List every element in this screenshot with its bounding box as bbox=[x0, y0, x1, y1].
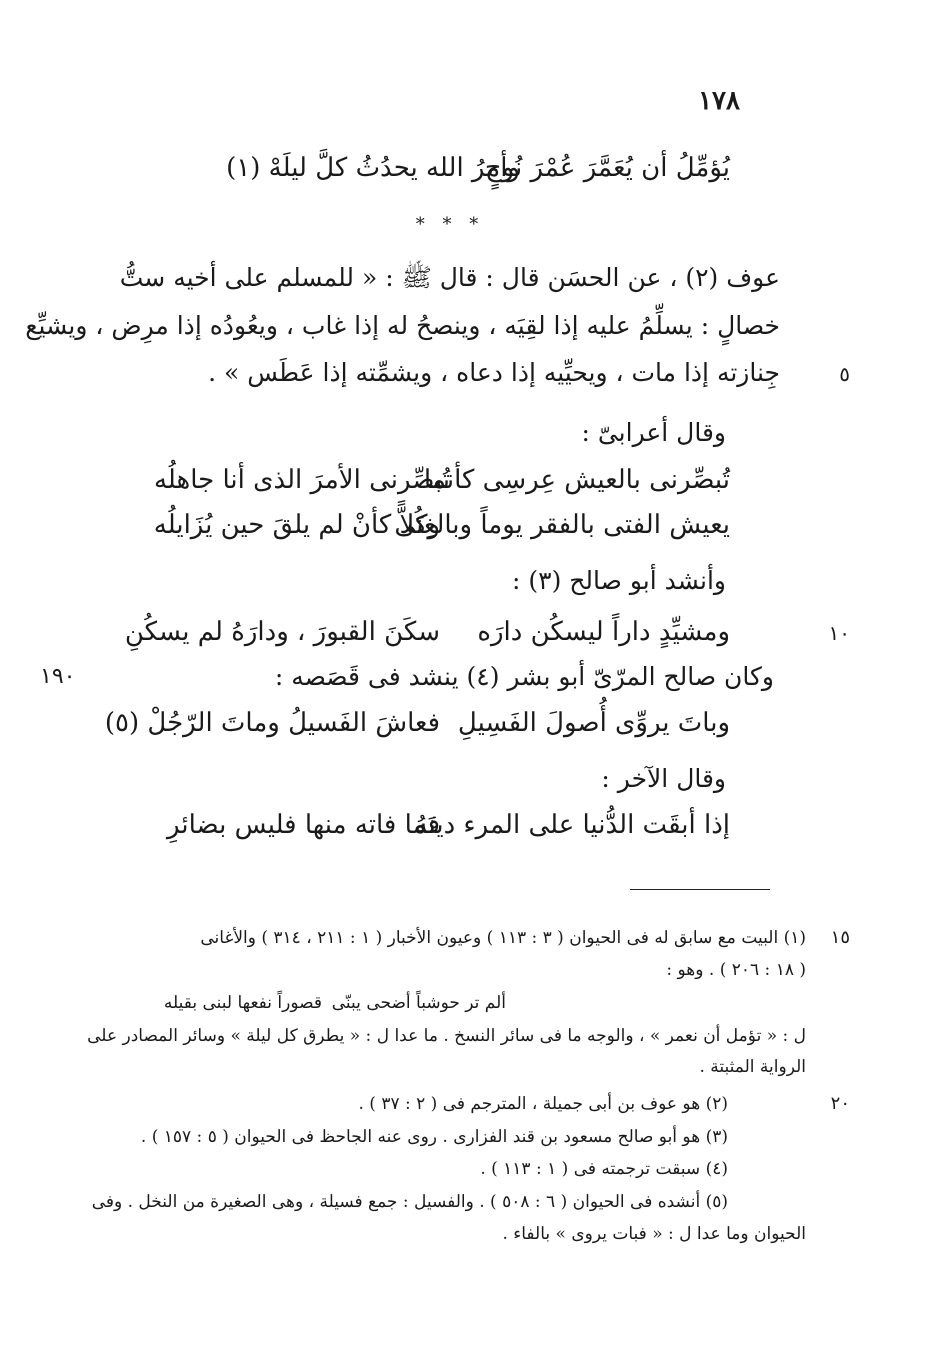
footnote-divider bbox=[630, 889, 770, 890]
footnote-1-line-2: ( ١٨ : ٢٠٦ ) . وهو : bbox=[666, 960, 806, 980]
verse3-right-hemistich: ومشيِّدٍ داراً ليسكُن دارَه bbox=[477, 617, 730, 647]
footnote-5-line-2: الحيوان وما عدا ل : « فبات يروى » بالفاء . bbox=[502, 1224, 806, 1244]
margin-line-number-5: ٥ bbox=[839, 362, 850, 386]
verse2-line2-left-hemistich: وكُلاًّ كأنْ لم يلقَ حين يُزَايلُه bbox=[153, 510, 440, 540]
original-page-marker: ١٩٠ bbox=[40, 664, 76, 689]
footnote-2: (٢) هو عوف بن أبى جميلة ، المترجم فى ( ٢ : ٣٧ ) . bbox=[358, 1094, 728, 1114]
margin-line-number-20: ٢٠ bbox=[830, 1093, 850, 1114]
verse4-right-hemistich: وباتَ يروِّى أُصولَ الفَسِيلِ bbox=[457, 708, 730, 738]
footnote-1-line-3: ل : « تؤمل أن نعمر » ، والوجه ما فى سائر النسخ . ما عدا ل : « يطرق كل ليلة » وسائر المصادر على bbox=[87, 1026, 806, 1046]
verse2-line1-right-hemistich: تُبصِّرنى بالعيش عِرسِى كأنما bbox=[423, 465, 730, 495]
footnote-4: (٤) سبقت ترجمته فى ( ١ : ١١٣ ) . bbox=[480, 1159, 728, 1179]
verse4-left-hemistich: فعاشَ الفَسيلُ وماتَ الرّجُلْ (٥) bbox=[104, 708, 440, 738]
footnote-1-verse-left: قصوراً نفعها لبنى بقيله bbox=[163, 993, 322, 1013]
footnote-1-verse-right: ألم تر حوشباً أضحى يبنّى bbox=[331, 993, 506, 1013]
intro-murri: وكان صالح المرّىّ أبو بشر (٤) ينشد فى قَصَصه : bbox=[274, 662, 774, 691]
margin-line-number-10: ١٠ bbox=[828, 621, 850, 645]
verse5-right-hemistich: إذا أبقَت الدُّنيا على المرء دينَهُ bbox=[414, 810, 730, 840]
prose-line-3: جِنازته إذا مات ، ويحيِّيه إذا دعاه ، ويشمِّته إذا عَطَس » . bbox=[208, 358, 780, 387]
intro-abusalih: وأنشد أبو صالح (٣) : bbox=[512, 566, 726, 595]
margin-line-number-15: ١٥ bbox=[830, 927, 850, 948]
prose-line-2: خصالٍ : يسلِّمُ عليه إذا لقِيَه ، وينصحُ له إذا غاب ، ويعُودُه إذا مرِض ، ويشيِّع bbox=[25, 311, 780, 340]
intro-akhar: وقال الآخر : bbox=[601, 764, 726, 793]
footnote-1-line-4: الرواية المثبتة . bbox=[699, 1057, 806, 1077]
page-number: ١٧٨ bbox=[698, 86, 740, 116]
footnote-3: (٣) هو أبو صالح مسعود بن قند الفزارى . روى عنه الجاحظ فى الحيوان ( ٥ : ١٥٧ ) . bbox=[140, 1127, 728, 1147]
verse5-left-hemistich: فما فاته منها فليس بضائرِ bbox=[167, 810, 440, 840]
footnote-5-line-1: (٥) أنشده فى الحيوان ( ٦ : ٥٠٨ ) . والفسيل : جمع فسيلة ، وهى الصغيرة من النخل . وفى bbox=[91, 1192, 728, 1212]
verse2-line2-right-hemistich: يعيش الفتى بالفقر يوماً وبالغِنَى bbox=[394, 510, 730, 540]
verse2-line1-left-hemistich: تُبصِّرنى الأمرَ الذى أنا جاهلُه bbox=[153, 465, 450, 495]
verse1-right-hemistich: يُؤمِّلُ أن يُعَمَّرَ عُمْرَ نُوحٍ bbox=[484, 153, 730, 183]
intro-arabi: وقال أعرابىّ : bbox=[581, 418, 726, 447]
section-separator: * * * bbox=[415, 214, 485, 235]
prose-line-1: عوف (٢) ، عن الحسَن قال : قال ﷺ : « للمسلم على أخيه ستُّ bbox=[119, 263, 780, 292]
verse1-left-hemistich: وأمرُ الله يحدُثُ كلَّ ليلَهْ (١) bbox=[226, 153, 520, 183]
footnote-1-line-1: (١) البيت مع سابق له فى الحيوان ( ٣ : ١١٣ ) وعيون الأخبار ( ١ : ٢١١ ، ٣١٤ ) والأغانى bbox=[200, 928, 806, 948]
verse3-left-hemistich: سكَنَ القبورَ ، ودارَهُ لم يسكُنِ bbox=[124, 617, 440, 647]
